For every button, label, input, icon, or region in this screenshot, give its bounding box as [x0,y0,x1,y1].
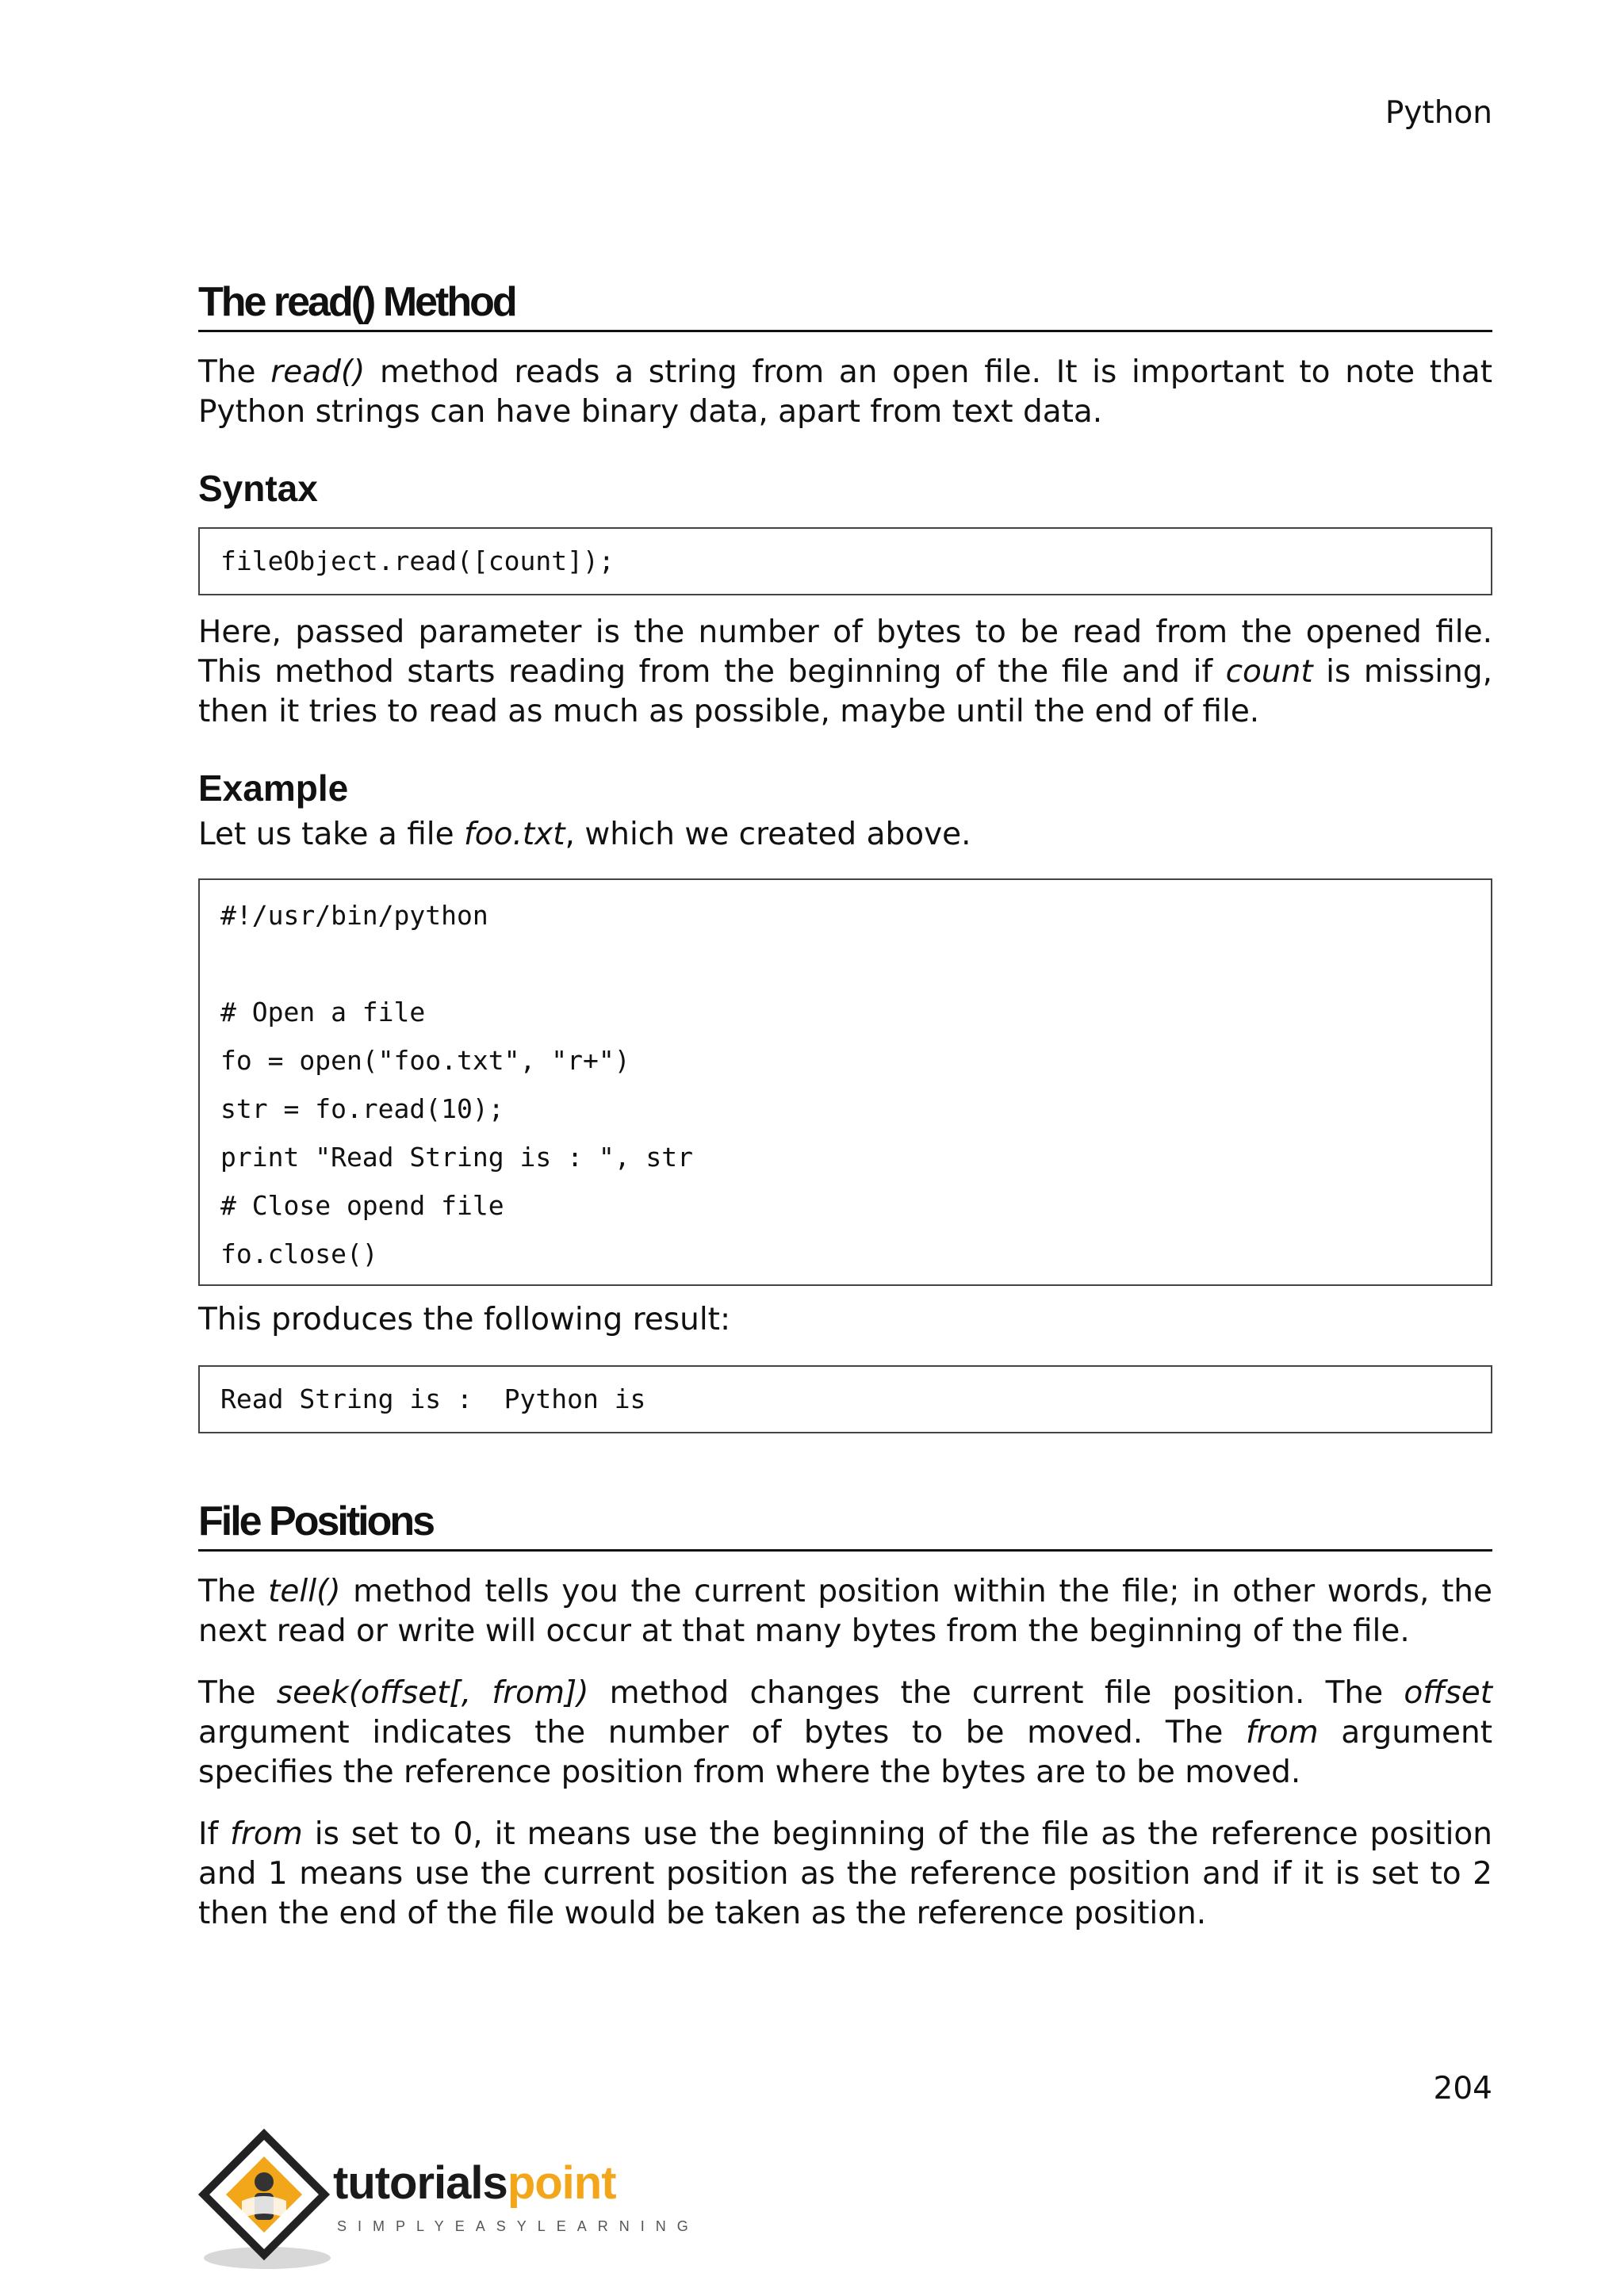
code-line: #!/usr/bin/python [220,899,488,931]
tell-method-paragraph: The tell() method tells you the current position within the file; in other words, the next read or write will occur at that many bytes from the beginning of the file. [198,1574,1492,1650]
code-line [220,939,1470,988]
syntax-explanation: Here, passed parameter is the number of bytes to be read from the opened file. This method starts reading from the beginning of the file and if count is missing, then it tries to read as much as possible, maybe until the end of file. [198,614,1492,729]
code-line: fo.close() [220,1238,378,1269]
syntax-code-box [198,527,1492,595]
code-line: print "Read String is : ", str [220,1141,694,1173]
code-line: fo = open("foo.txt", "r+") [220,1044,630,1076]
section-title-read-method: The read() Method [198,277,1492,332]
code-line: # Open a file [220,996,426,1027]
result-intro: This produces the following result: [198,1301,731,1337]
code-line: # Close opend file [220,1189,504,1221]
seek-method-paragraph: The seek(offset[, from]) method changes the current file position. The offset argument indicates the number of bytes to be moved. The from argument specifies the reference position from where the bytes are to be moved. [198,1675,1493,1791]
syntax-heading: Syntax [198,468,318,510]
tutorialspoint-logo [194,2125,699,2275]
logo-tagline: SIMPLYEASYLEARNING [337,2218,699,2234]
logo-brand-name: tutorialspoint [333,2157,616,2209]
running-header: Python [1385,95,1492,131]
example-intro: Let us take a file foo.txt, which we created above. [198,816,971,852]
logo-emblem-icon [194,2125,337,2275]
example-code-box [198,878,1492,1286]
section-title-file-positions: File Positions [198,1497,1492,1552]
example-heading: Example [198,767,349,809]
page-content [198,277,1492,1934]
from-argument-paragraph: If from is set to 0, it means use the beginning of the file as the reference position and 1 means use the current position as the reference position and if it is set to 2 then the end of the file would be taken as the reference position. [198,1816,1492,1932]
code-line: str = fo.read(10); [220,1093,504,1124]
read-method-intro: The read() method reads a string from an open file. It is important to note that Python strings can have binary data, apart from text data. [198,354,1492,430]
page-number: 204 [1433,2071,1492,2107]
result-code-box [198,1365,1492,1433]
code-line: Read String is : Python is [220,1383,646,1414]
code-line: fileObject.read([count]); [220,545,615,576]
